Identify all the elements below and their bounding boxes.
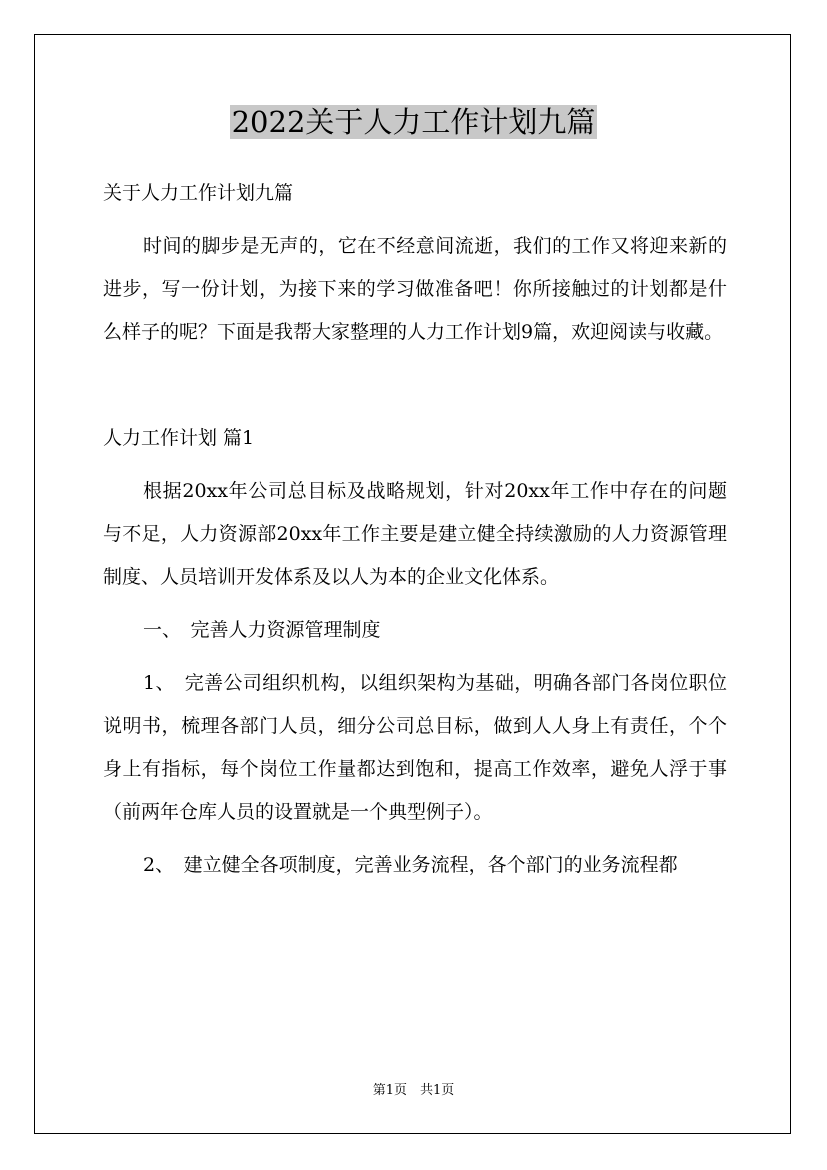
body-heading-1: 一、 完善人力资源管理制度 (143, 619, 381, 641)
intro-paragraph: 时间的脚步是无声的，它在不经意间流逝，我们的工作又将迎来新的进步，写一份计划，为接下来的学习做准备吧！你所接触过的计划都是什么样子的呢？下面是我帮大家整理的人力工作计划9篇，欢迎阅读与收藏。 (103, 235, 727, 343)
document-title (0, 100, 827, 144)
section-heading: 人力工作计划 篇1 (103, 427, 255, 449)
document-body (103, 172, 727, 887)
page-footer (0, 1082, 827, 1100)
document-subtitle: 关于人力工作计划九篇 (103, 182, 294, 204)
body-paragraph-3: 2、 建立健全各项制度，完善业务流程，各个部门的业务流程都 (143, 854, 678, 876)
body-paragraph-2: 1、 完善公司组织机构，以组织架构为基础，明确各部门各岗位职位说明书，梳理各部门人员，细分公司总目标，做到人人身上有责任，个个身上有指标，每个岗位工作量都达到饱和，提高工作效率，避免人浮于事（前两年仓库人员的设置就是一个典型例子）。 (103, 672, 727, 823)
page-number: 第1页 共1页 (372, 1083, 455, 1098)
body-paragraph-1: 根据20xx年公司总目标及战略规划，针对20xx年工作中存在的问题与不足，人力资源部20xx年工作主要是建立健全持续激励的人力资源管理制度、人员培训开发体系及以人为本的企业文化体系。 (103, 480, 727, 588)
document-title-text: 2022关于人力工作计划九篇 (231, 105, 596, 139)
